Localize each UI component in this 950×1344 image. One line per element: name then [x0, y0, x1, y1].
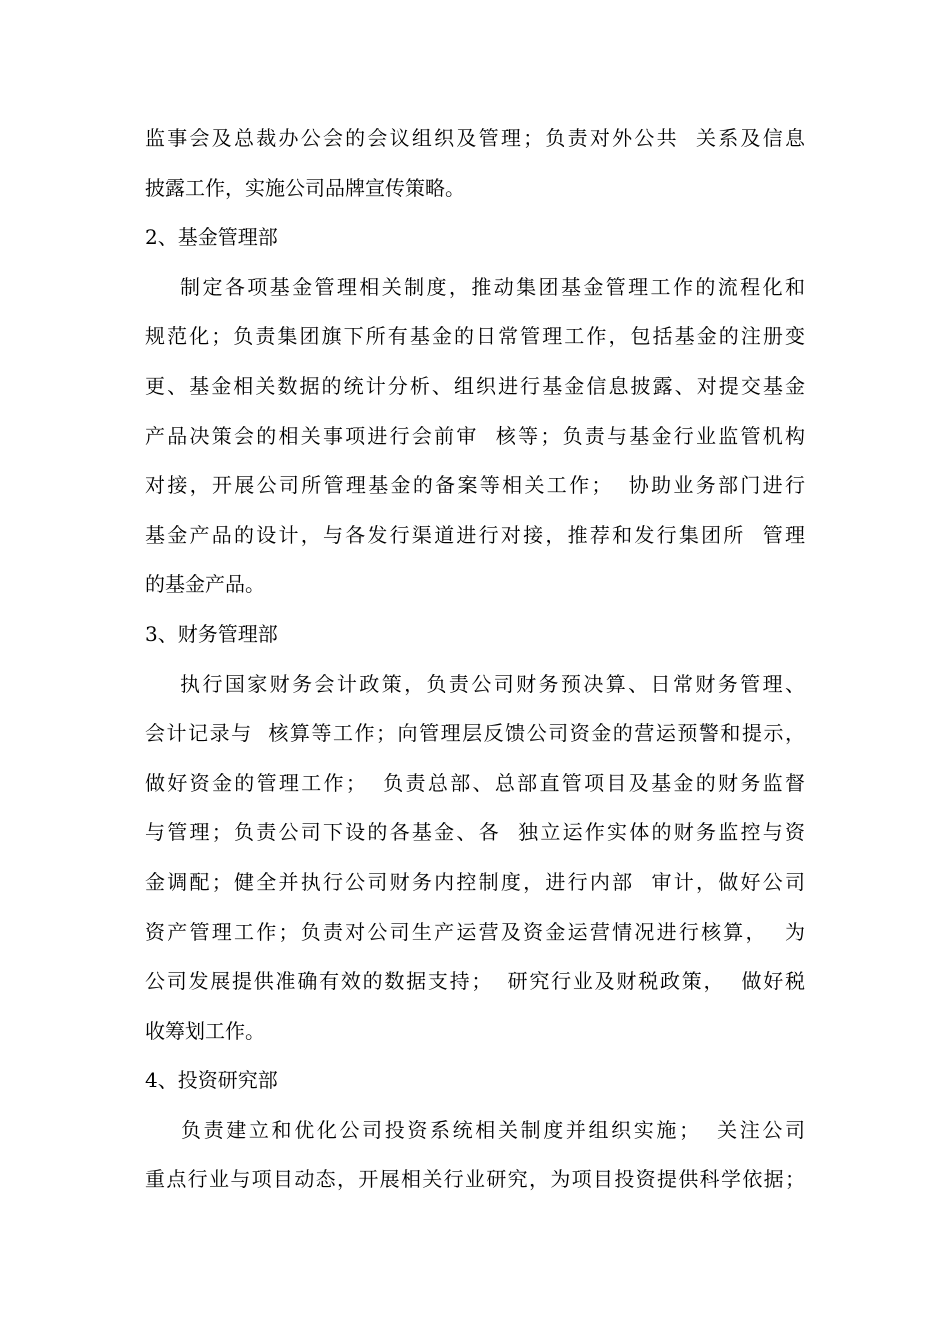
section-heading: 4、投资研究部 — [145, 1068, 278, 1093]
paragraph-line: 做好资金的管理工作； 负责总部、总部直管项目及基金的财务监督 — [145, 770, 805, 795]
document-body — [145, 114, 805, 1205]
paragraph-line: 会计记录与 核算等工作；向管理层反馈公司资金的营运预警和提示， — [145, 721, 805, 746]
paragraph-line: 披露工作，实施公司品牌宣传策略。 — [145, 175, 465, 200]
paragraph-line: 负责建立和优化公司投资系统相关制度并组织实施； 关注公司 — [145, 1117, 805, 1142]
paragraph-line: 公司发展提供准确有效的数据支持； 研究行业及财税政策， 做好税 — [145, 969, 805, 994]
paragraph-line: 重点行业与项目动态，开展相关行业研究，为项目投资提供科学依据； — [145, 1167, 805, 1192]
paragraph-line: 的基金产品。 — [145, 572, 265, 597]
paragraph-line: 更、基金相关数据的统计分析、组织进行基金信息披露、对提交基金 — [145, 373, 805, 398]
section-heading: 3、财务管理部 — [145, 621, 278, 646]
paragraph-line: 制定各项基金管理相关制度，推动集团基金管理工作的流程化和 — [145, 274, 805, 299]
paragraph-line: 监事会及总裁办公会的会议组织及管理；负责对外公共 关系及信息 — [145, 126, 805, 150]
paragraph-line: 收筹划工作。 — [145, 1018, 265, 1043]
paragraph-line: 金调配；健全并执行公司财务内控制度，进行内部 审计，做好公司 — [145, 869, 805, 894]
section-heading: 2、基金管理部 — [145, 225, 278, 250]
paragraph-line: 与管理；负责公司下设的各基金、各 独立运作实体的财务监控与资 — [145, 820, 805, 845]
paragraph-line: 对接，开展公司所管理基金的备案等相关工作； 协助业务部门进行 — [145, 473, 805, 498]
paragraph-line: 规范化；负责集团旗下所有基金的日常管理工作，包括基金的注册变 — [145, 324, 805, 349]
paragraph-line: 基金产品的设计，与各发行渠道进行对接，推荐和发行集团所 管理 — [145, 522, 805, 547]
paragraph-line: 资产管理工作；负责对公司生产运营及资金运营情况进行核算， 为 — [145, 919, 805, 944]
paragraph-line: 产品决策会的相关事项进行会前审 核等；负责与基金行业监管机构 — [145, 423, 805, 448]
paragraph-line: 执行国家财务会计政策，负责公司财务预决算、日常财务管理、 — [145, 671, 805, 696]
